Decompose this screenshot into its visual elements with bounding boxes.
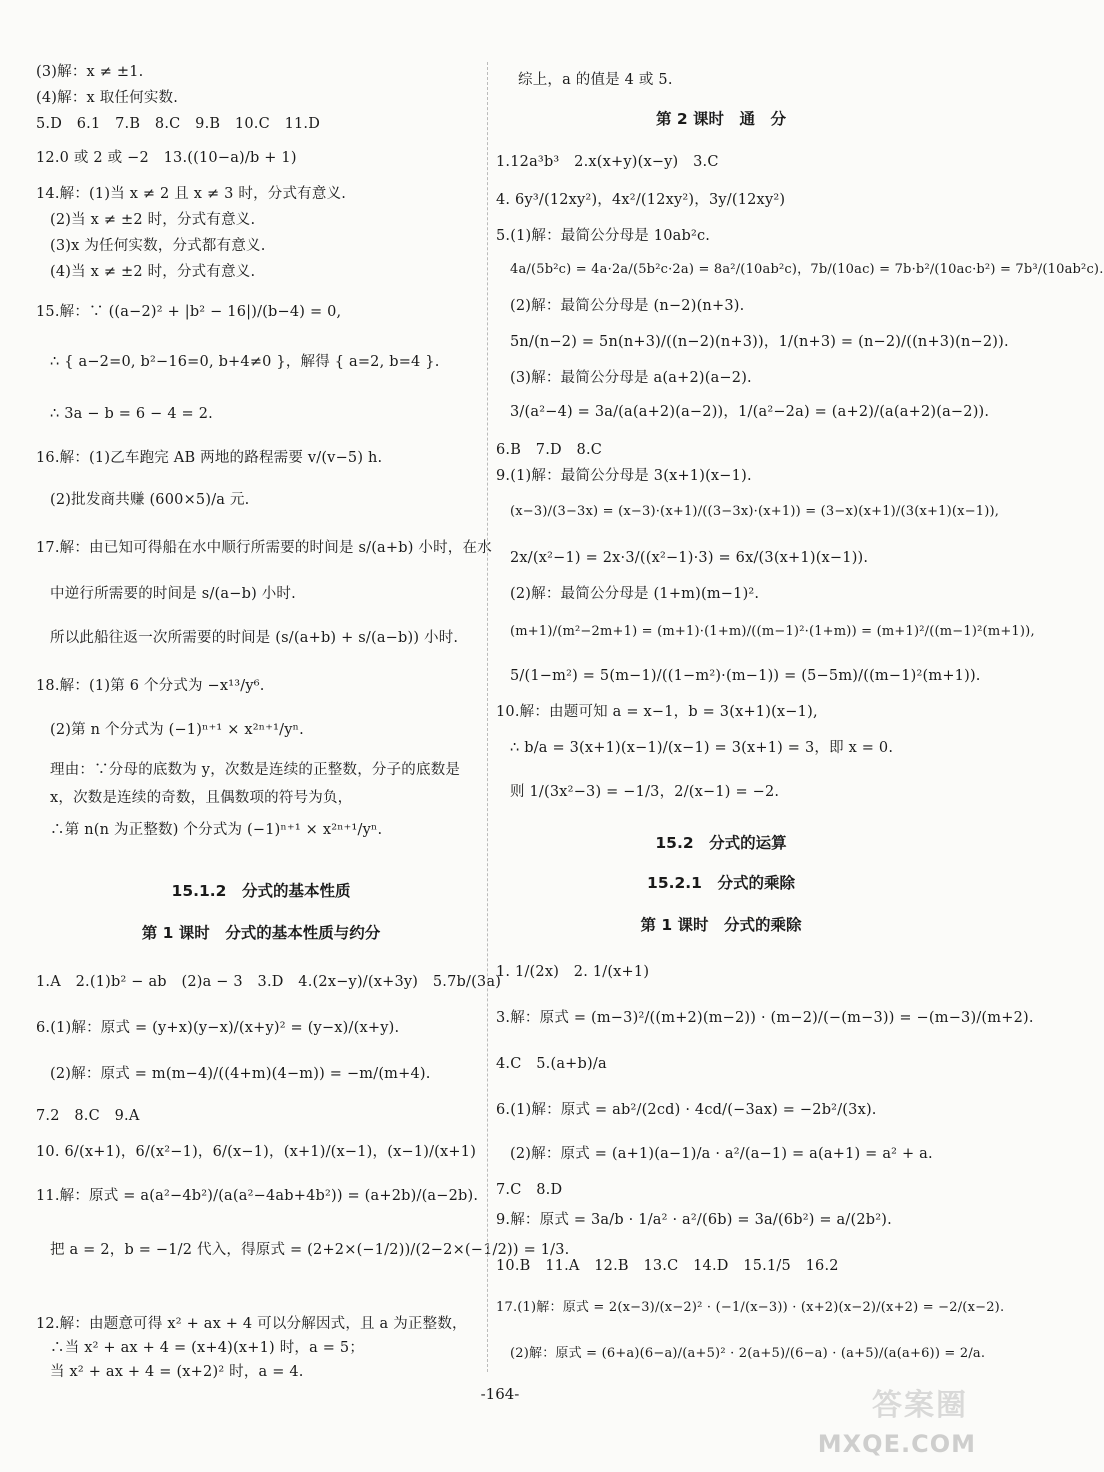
answer-line: 10. 6/(x+1)，6/(x²−1)，6/(x−1)，(x+1)/(x−1)，(x−1)/(x+1) [36, 1144, 477, 1160]
section-heading: 15.2.1 分式的乘除 [647, 874, 795, 892]
answer-line: (4)当 x ≠ ±2 时，分式有意义. [50, 264, 256, 280]
answer-line: x，次数是连续的奇数，且偶数项的符号为负， [50, 790, 353, 806]
answer-line: 9.解：原式 = 3a/b · 1/a² · a²/(6b) = 3a/(6b²) = a/(2b²). [496, 1212, 892, 1228]
answer-line: 当 x² + ax + 4 = (x+2)² 时，a = 4. [50, 1364, 304, 1380]
answer-line: (2)解：最简公分母是 (n−2)(n+3). [510, 298, 745, 314]
answer-line: ∴当 x² + ax + 4 = (x+4)(x+1) 时，a = 5； [50, 1340, 365, 1356]
answer-line: 5.D 6.1 7.B 8.C 9.B 10.C 11.D [36, 116, 321, 132]
section-heading: 第 2 课时 通 分 [655, 110, 787, 128]
answer-line: (x−3)/(3−3x) = (x−3)·(x+1)/((3−3x)·(x+1)) = (3−x)(x+1)/(3(x+1)(x−1)), [510, 504, 1000, 519]
answer-line: 1.12a³b³ 2.x(x+y)(x−y) 3.C [496, 154, 719, 170]
answer-line: 理由：∵分母的底数为 y，次数是连续的正整数，分子的底数是 [50, 762, 461, 778]
answer-line: 1.A 2.(1)b² − ab (2)a − 3 3.D 4.(2x−y)/(x+3y) 5.7b/(3a) [36, 974, 502, 990]
answer-line: (2)当 x ≠ ±2 时，分式有意义. [50, 212, 256, 228]
answer-line: 中逆行所需要的时间是 s/(a−b) 小时. [50, 586, 296, 602]
answer-line: 6.(1)解：原式 = (y+x)(y−x)/(x+y)² = (y−x)/(x+y). [36, 1020, 400, 1036]
answer-line: 5.(1)解：最简公分母是 10ab²c. [496, 228, 711, 244]
answer-line: (m+1)/(m²−2m+1) = (m+1)·(1+m)/((m−1)²·(1+m)) = (m+1)²/((m−1)²(m+1)), [510, 624, 1035, 639]
answer-line: (4)解：x 取任何实数. [36, 90, 179, 106]
watermark-logo [817, 1374, 982, 1464]
answer-line: 18.解：(1)第 6 个分式为 −x¹³/y⁶. [36, 678, 265, 694]
answer-line: 4.C 5.(a+b)/a [496, 1056, 607, 1072]
page-number: -164- [480, 1385, 520, 1403]
answer-line: 所以此船往返一次所需要的时间是 (s/(a+b) + s/(a−b)) 小时. [50, 630, 459, 646]
answer-line: 10.B 11.A 12.B 13.C 14.D 15.1/5 16.2 [496, 1258, 839, 1274]
section-heading: 15.1.2 分式的基本性质 [171, 882, 351, 900]
answer-line: 1. 1/(2x) 2. 1/(x+1) [496, 964, 650, 980]
answer-line: ∴ 3a − b = 6 − 4 = 2. [50, 406, 213, 422]
answer-line: 16.解：(1)乙车跑完 AB 两地的路程需要 v/(v−5) h. [36, 450, 383, 466]
answer-line: 5/(1−m²) = 5(m−1)/((1−m²)·(m−1)) = (5−5m)/((m−1)²(m+1)). [510, 668, 981, 684]
answer-line: (2)解：原式 = m(m−4)/((4+m)(4−m)) = −m/(m+4). [50, 1066, 431, 1082]
answer-line: 7.2 8.C 9.A [36, 1108, 140, 1124]
answer-line: (2)第 n 个分式为 (−1)ⁿ⁺¹ × x²ⁿ⁺¹/yⁿ. [50, 722, 304, 738]
answer-line: 6.B 7.D 8.C [496, 442, 603, 458]
answer-line: 12.解：由题意可得 x² + ax + 4 可以分解因式，且 a 为正整数， [36, 1316, 467, 1332]
answer-line: (2)解：原式 = (6+a)(6−a)/(a+5)² · 2(a+5)/(6−a) · (a+5)/(a(a+6)) = 2/a. [510, 1346, 986, 1361]
answer-line: 10.解：由题可知 a = x−1，b = 3(x+1)(x−1), [496, 704, 818, 720]
section-heading: 第 1 课时 分式的乘除 [640, 916, 802, 934]
answer-line: (2)解：最简公分母是 (1+m)(m−1)². [510, 586, 760, 602]
answer-line: 综上，a 的值是 4 或 5. [518, 72, 673, 88]
answer-line: 6.(1)解：原式 = ab²/(2cd) · 4cd/(−3ax) = −2b²/(3x). [496, 1102, 877, 1118]
answer-line: (2)批发商共赚 (600×5)/a 元. [50, 492, 250, 508]
answer-line: 3.解：原式 = (m−3)²/((m+2)(m−2)) · (m−2)/(−(m−3)) = −(m−3)/(m+2). [496, 1010, 1034, 1026]
answer-line: ∴ b/a = 3(x+1)(x−1)/(x−1) = 3(x+1) = 3，即 x = 0. [510, 740, 894, 756]
answer-line: 2x/(x²−1) = 2x·3/((x²−1)·3) = 6x/(3(x+1)(x−1)). [510, 550, 869, 566]
answer-line: (3)解：x ≠ ±1. [36, 64, 144, 80]
answer-line: 4. 6y³/(12xy²)，4x²/(12xy²)，3y/(12xy²) [496, 192, 786, 208]
answer-line: (3)解：最简公分母是 a(a+2)(a−2). [510, 370, 752, 386]
answer-line: 17.(1)解：原式 = 2(x−3)/(x−2)² · (−1/(x−3)) · (x+2)(x−2)/(x+2) = −2/(x−2). [496, 1300, 1005, 1315]
watermark-badge: 答案圈 [872, 1388, 968, 1423]
answer-line: 11.解：原式 = a(a²−4b²)/(a(a²−4ab+4b²)) = (a+2b)/(a−2b). [36, 1188, 479, 1204]
answer-line: (3)x 为任何实数，分式都有意义. [50, 238, 266, 254]
answer-line: 9.(1)解：最简公分母是 3(x+1)(x−1). [496, 468, 752, 484]
answer-line: 则 1/(3x²−3) = −1/3，2/(x−1) = −2. [510, 784, 780, 800]
answer-line: ∴第 n(n 为正整数) 个分式为 (−1)ⁿ⁺¹ × x²ⁿ⁺¹/yⁿ. [50, 822, 383, 838]
answer-line: 15.解：∵ ((a−2)² + |b² − 16|)/(b−4) = 0, [36, 304, 342, 320]
answer-line: 3/(a²−4) = 3a/(a(a+2)(a−2))，1/(a²−2a) = (a+2)/(a(a+2)(a−2)). [510, 404, 990, 420]
watermark-site: MXQE.COM [817, 1430, 976, 1458]
answer-line: 17.解：由已知可得船在水中顺行所需要的时间是 s/(a+b) 小时，在水 [36, 540, 492, 556]
answer-line: ∴ { a−2=0, b²−16=0, b+4≠0 }，解得 { a=2, b=4 }. [50, 354, 440, 370]
column-divider [487, 62, 488, 1372]
section-heading: 15.2 分式的运算 [655, 834, 787, 852]
section-heading: 第 1 课时 分式的基本性质与约分 [141, 924, 381, 942]
answer-line: (2)解：原式 = (a+1)(a−1)/a · a²/(a−1) = a(a+1) = a² + a. [510, 1146, 933, 1162]
answer-line: 12.0 或 2 或 −2 13.((10−a)/b + 1) [36, 150, 297, 166]
answer-line: 把 a = 2，b = −1/2 代入，得原式 = (2+2×(−1/2))/(2−2×(−1/2)) = 1/3. [50, 1242, 570, 1258]
answer-line: 14.解：(1)当 x ≠ 2 且 x ≠ 3 时，分式有意义. [36, 186, 347, 202]
answer-line: 4a/(5b²c) = 4a·2a/(5b²c·2a) = 8a²/(10ab²c)，7b/(10ac) = 7b·b²/(10ac·b²) = 7b³/(10ab²c). [510, 262, 1104, 277]
answer-line: 7.C 8.D [496, 1182, 563, 1198]
answer-line: 5n/(n−2) = 5n(n+3)/((n−2)(n+3))，1/(n+3) = (n−2)/((n+3)(n−2)). [510, 334, 1009, 350]
